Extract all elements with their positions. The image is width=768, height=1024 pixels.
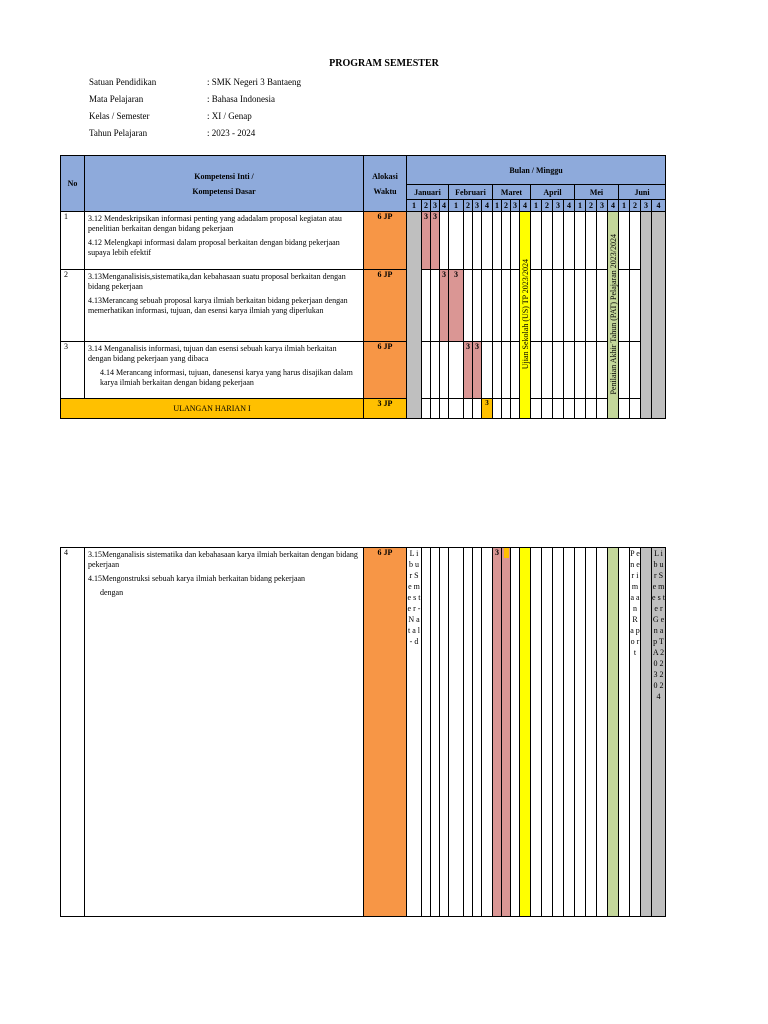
week-label: 3 xyxy=(553,200,564,212)
schedule-mark: 3 xyxy=(422,212,431,270)
week-label: 2 xyxy=(586,200,597,212)
table-row xyxy=(61,270,666,342)
row-kd xyxy=(85,270,364,342)
week-label: 3 xyxy=(597,200,608,212)
row-no: 2 xyxy=(61,270,85,342)
month-februari: Februari xyxy=(449,185,493,200)
page-title: PROGRAM SEMESTER xyxy=(329,58,439,69)
month-juni: Juni xyxy=(619,185,666,200)
week-label: 1 xyxy=(531,200,542,212)
pat-label: Penilaian Akhir Tahun (PAT) Pelajaran 2023/2024 xyxy=(608,233,618,395)
libur-genap-column: L i b u r S e m e s t e r G e n a p T A 2 0 2 3 2 0 2 4 xyxy=(652,548,666,917)
table-row xyxy=(61,548,666,917)
kd-text: 3.13Menganalisisis,sistematika,dan kebahasaan suatu proposal berkaitan dengan bidang pekerjaan xyxy=(88,272,346,291)
row-alokasi: 6 JP xyxy=(364,342,407,399)
us-column xyxy=(520,548,531,917)
week-cell-grey xyxy=(407,212,422,419)
program-table-continued xyxy=(60,547,666,917)
week-label: 1 xyxy=(619,200,630,212)
us-column xyxy=(520,212,531,419)
week-label: 1 xyxy=(407,200,422,212)
header-alokasi-line1: Alokasi xyxy=(372,171,398,181)
header-alokasi xyxy=(364,156,407,212)
table-row xyxy=(61,212,666,270)
kd-text: 4.14 Merancang informasi, tujuan, danesensi karya yang harus disajikan dalam karya ilmiah berkaitan dengan bidang pekerjaan xyxy=(100,368,353,387)
penerimaan-raport-column: P e n e r i m a a n R a p o r t xyxy=(630,548,641,917)
header-bulan: Bulan / Minggu xyxy=(407,156,666,185)
month-maret: Maret xyxy=(493,185,531,200)
header-alokasi-line2: Waktu xyxy=(373,186,397,196)
pat-column xyxy=(608,548,619,917)
meta-value: : XI / Genap xyxy=(207,111,252,121)
week-label: 4 xyxy=(608,200,619,212)
header-no: No xyxy=(61,156,85,212)
row-kd xyxy=(85,342,364,399)
week-label: 4 xyxy=(652,200,666,212)
week-cell-grey xyxy=(652,212,666,419)
header-kompetensi-line2: Kompetensi Dasar xyxy=(192,186,256,196)
schedule-mark: 3 xyxy=(493,548,502,917)
week-label: 2 xyxy=(630,200,641,212)
week-label: 3 xyxy=(431,200,440,212)
kd-text: 3.14 Menganalisis informasi, tujuan dan esensi sebuah karya ilmiah berkaitan dengan bidang pekerjaan yang dibaca xyxy=(88,344,337,363)
week-cell-grey xyxy=(641,212,652,419)
schedule-mark: 3 xyxy=(473,342,482,399)
row-no: 1 xyxy=(61,212,85,270)
row-kd xyxy=(85,212,364,270)
kd-text: dengan xyxy=(100,588,124,597)
row-alokasi: 6 JP xyxy=(364,270,407,342)
mark-highlight xyxy=(504,548,509,558)
program-table xyxy=(60,155,666,419)
ulangan-label: ULANGAN HARIAN I xyxy=(61,399,364,419)
libur-natal-column: L i b u r S e m e s t e r - N a t a l - d xyxy=(407,548,422,917)
ulangan-alokasi: 3 JP xyxy=(364,399,407,419)
row-alokasi: 6 JP xyxy=(364,548,407,917)
ulangan-row xyxy=(61,399,666,419)
month-januari: Januari xyxy=(407,185,449,200)
week-label: 2 xyxy=(422,200,431,212)
table-row xyxy=(61,342,666,399)
kd-text: 4.15Mengonstruksi sebuah karya ilmiah berkaitan bidang pekerjaan xyxy=(88,574,306,583)
meta-value: : Bahasa Indonesia xyxy=(207,94,275,104)
week-label: 4 xyxy=(482,200,493,212)
pat-column xyxy=(608,212,619,419)
week-label: 3 xyxy=(511,200,520,212)
kd-text: 4.12 Melengkapi informasi dalam proposal berkaitan dengan bidang pekerjaan supaya lebih efektif xyxy=(88,238,340,257)
us-label: Ujian Sekolah (US) TP 2023/2024 xyxy=(520,258,530,370)
header-kompetensi xyxy=(85,156,364,212)
meta-label: Tahun Pelajaran xyxy=(89,128,148,138)
row-no: 4 xyxy=(61,548,85,917)
kd-text: 4.13Merancang sebuah proposal karya ilmiah berkaitan bidang pekerjaan dengan memerhatikan informasi, tujuan, dan esensi karya ilmiah yang diperlukan xyxy=(88,296,348,315)
meta-value: : 2023 - 2024 xyxy=(207,128,256,138)
week-label: 2 xyxy=(464,200,473,212)
week-label: 4 xyxy=(564,200,575,212)
ulangan-mark: 3 xyxy=(482,399,493,419)
week-label: 3 xyxy=(641,200,652,212)
schedule-mark: 3 xyxy=(431,212,440,270)
schedule-mark: 3 xyxy=(440,270,449,342)
meta-value: : SMK Negeri 3 Bantaeng xyxy=(207,77,301,87)
meta-label: Kelas / Semester xyxy=(89,111,150,121)
row-kd xyxy=(85,548,364,917)
kd-text: 3.15Menganalisis sistematika dan kebahasaan karya ilmiah berkaitan dengan bidang pekerjaan xyxy=(88,550,358,569)
week-label: 3 xyxy=(473,200,482,212)
header-kompetensi-line1: Kompetensi Inti / xyxy=(194,171,254,181)
week-label: 1 xyxy=(449,200,464,212)
week-label: 4 xyxy=(440,200,449,212)
schedule-mark: 3 xyxy=(449,270,464,342)
month-mei: Mei xyxy=(575,185,619,200)
kd-text: 3.12 Mendeskripsikan informasi penting yang adadalam proposal kegiatan atau penelitian berkaitan dengan bidang pekerjaan xyxy=(88,214,342,233)
meta-label: Satuan Pendidikan xyxy=(89,77,157,87)
meta-label: Mata Pelajaran xyxy=(89,94,144,104)
week-label: 1 xyxy=(575,200,586,212)
month-april: April xyxy=(531,185,575,200)
week-label: 2 xyxy=(502,200,511,212)
schedule-mark: 3 xyxy=(464,342,473,399)
row-alokasi: 6 JP xyxy=(364,212,407,270)
week-label: 2 xyxy=(542,200,553,212)
week-label: 4 xyxy=(520,200,531,212)
row-no: 3 xyxy=(61,342,85,399)
week-label: 1 xyxy=(493,200,502,212)
